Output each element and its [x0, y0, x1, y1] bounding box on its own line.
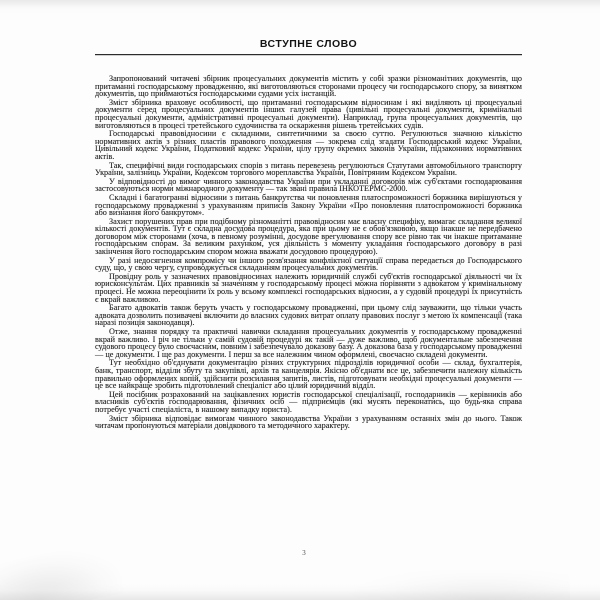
paragraph-13: Цей посібник розрахований на зацікавлених юристів господарської спеціалізації, господарників — керівників або власників суб'єктів господарювання, фізичних осіб — підприємців (які мусять переконатись, що будь-яка справа потребує участі спеціаліста, в нашому випадку юриста). [95, 389, 522, 414]
body-text [95, 75, 522, 430]
page-title: ВСТУПНЕ СЛОВО [259, 38, 358, 50]
paragraph-9: Провідну роль у зазначених правовідносинах належить юридичній службі суб'єктів господарської діяльності чи їх юрисконсультам. Цих правників за значенням у господарському процесі можна порівняти з адвокатом у кримінальному процесі. Не можна переоцінити їх роль у всьому комплексі господарських відносин, а у судовій процедурі їх присутність є вкрай важливою. [95, 271, 522, 304]
paragraph-6: Складні і багатогранні відносини з питань банкрутства чи поновлення платоспроможності боржника вирішуються у господарському провадженні з урахуванням приписів Закону України «Про поновлення платоспроможності боржника або визнання його банкрутом». [95, 192, 522, 218]
paragraph-11: Отже, знання порядку та практичні навички складання процесуальних документів у господарському провадженні вкрай важливо. І річ не тільки у самій судовій процедурі як такій — дуже важливо, щоб документальне забезпечення судового процесу було своєчасним, повним і забезпечувало доказову базу. А доказова база у господарському провадженні — це документи. І ще раз документи. І перш за все належним чином оформлені, своєчасно складені документи. [95, 327, 522, 359]
paragraph-4: Так, специфічні види господарських спорів з питань перевезень регулюються Статутами автомобільного транспорту України, залізниць України, Кодексом торгового мореплавства України, Повітряним Кодексом України. [95, 160, 522, 178]
paragraph-1: Запропонований читачеві збірник процесуальних документів містить у собі зразки різноманітних документів, що притаманні господарському провадженню, які виготовляються сторонами процесу чи господарського спору, за винятком документів, що приймаються господарськими судами усіх інстанцій. [95, 74, 522, 99]
paragraph-14: Зміст збірника відповідає вимогам чинного законодавства України з урахуванням останніх змін до нього. Також читачам пропонуються матеріали довідкового та методичного характеру. [95, 413, 522, 431]
title-divider-line [95, 54, 522, 55]
paragraph-10: Багато адвокатів також беруть участь у господарському провадженні, при цьому слід зауважити, що тільки участь адвоката дозволить позивачеві включити до власних судових витрат оплату правових послуг з метою їх компенсації (така наразі позиція законодавця). [95, 303, 522, 328]
paragraph-7: Захист порушених прав при подібному різноманітті правовідносин має власну специфіку, вимагає складання великої кількості документів. Тут є складна досудова процедура, яка при цьому не є обов'язковою, якщо інакше не передбачено договором між сторонами (хоча, в певному розумінні, досудове врегулювання спору все рівно так чи інакше притаманне господарським спорам. За великим рахунком, уся діяльність з моменту укладання господарського договору в разі закінчення його господарським спором можна вважати досудовою процедурою). [95, 216, 522, 257]
paragraph-3: Господарські правовідносини є складними, синтетичними за своєю суттю. Регулюються значною кількістю нормативних актів з різних пластів правового походження — зокрема слід згадати Господарський кодекс України, Цивільний кодекс України, Податковий кодекс України, цілу групу окремих законів України, підзаконних нормативних актів. [95, 129, 522, 161]
page-number: 3 [302, 549, 306, 557]
scan-shadow-bottom [0, 584, 600, 600]
paragraph-12: Тут необхідно об'єднувати документацію різних структурних підрозділів юридичної особи — склад, бухгалтерія, банк, транспорт, відділи збуту та закупівлі, архів та канцелярія. Якісно об'єднати все це, забезпечити належну кількість правильно оформлених копій, здійснити розсилання запитів, листів, підготовувати необхідні процесуальні документи — це все найкраще зробить підготовлений спеціаліст або цілий юридичний відділ. [95, 358, 522, 391]
paragraph-2: Зміст збірника враховує особливості, що притаманні господарським відносинам і які виділяють ці процесуальні документи серед процесуальних документів інших галузей права (цивільні процесуальні документи, кримінальні процесуальні документи, адміністративні процесуальні документи). Наприклад, група процесуальних документів, що виготовляються в процесі третейського судочинства та оскарження рішень третейських судів. [95, 97, 522, 130]
paragraph-5: У відповідності до вимог чинного законодавства України при укладанні договорів між суб'єктами господарювання застосовуються норми міжнародного документу — так звані правила ІНКОТЕРМС-2000. [95, 176, 522, 194]
page-content [95, 38, 522, 431]
scan-shadow-top [0, 0, 600, 14]
paragraph-8: У разі недосягнення компромісу чи іншого розв'язання конфліктної ситуації справа передається до Господарського суду, що, у свою чергу, супроводжується складанням процесуальних документів. [95, 255, 522, 273]
scan-smudge-bottom-right [350, 570, 570, 600]
